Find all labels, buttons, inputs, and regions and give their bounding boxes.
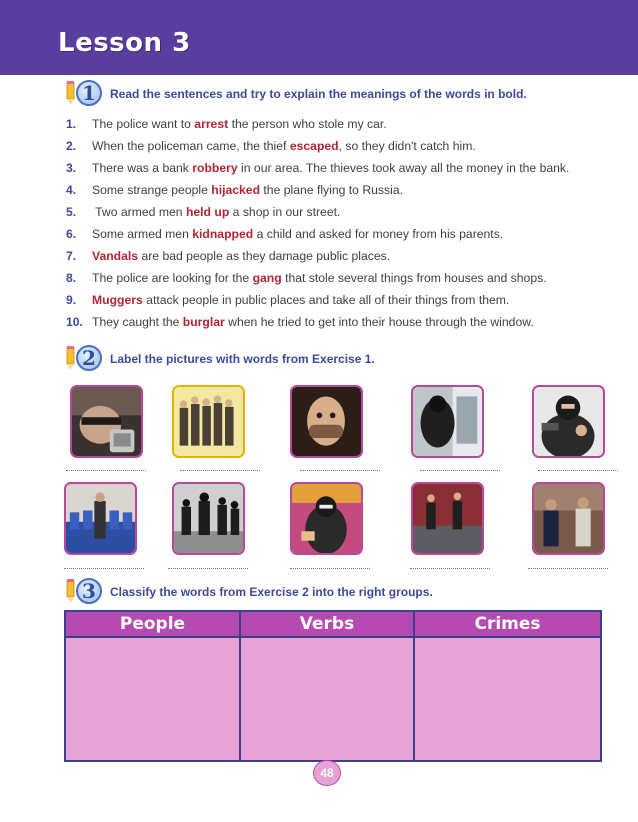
column-header-crimes: Crimes bbox=[474, 614, 541, 634]
exercise-number-badge: 3 bbox=[76, 578, 102, 604]
answer-line bbox=[528, 568, 608, 569]
exercise-instruction: Classify the words from Exercise 2 into the right groups. bbox=[110, 585, 433, 599]
picture-9 bbox=[411, 482, 484, 555]
exercise-number-badge: 1 bbox=[76, 80, 102, 106]
list-item: 1. The police want to arrest the person who stole my car. bbox=[66, 117, 387, 131]
list-item: 10. They caught the burglar when he tried to get into their house through the window. bbox=[66, 315, 534, 329]
list-item: 5. Two armed men held up a shop in our street. bbox=[66, 205, 341, 219]
answer-line bbox=[168, 568, 248, 569]
bold-word: held up bbox=[185, 205, 230, 219]
bold-word: escaped bbox=[289, 139, 339, 153]
picture-kidnapped-child bbox=[292, 387, 361, 456]
picture-vandal-graffiti bbox=[292, 484, 361, 553]
list-item: 9. Muggers attack people in public places and take all of their things from them. bbox=[66, 293, 510, 307]
list-item: 2. When the policeman came, the thief escaped, so they didn't catch him. bbox=[66, 139, 476, 153]
bold-word: hijacked bbox=[211, 183, 261, 197]
column-header-people: People bbox=[119, 614, 186, 634]
exercise-instruction: Read the sentences and try to explain the meanings of the words in bold. bbox=[110, 87, 527, 101]
sentence-list bbox=[66, 116, 606, 336]
exercise-instruction: Label the pictures with words from Exercise 1. bbox=[110, 352, 375, 366]
bold-word: Vandals bbox=[92, 249, 139, 263]
bold-word: burglar bbox=[182, 315, 225, 329]
picture-gang bbox=[174, 387, 243, 456]
bold-word: kidnapped bbox=[192, 227, 254, 241]
picture-burglar-window bbox=[413, 387, 482, 456]
answer-line bbox=[410, 568, 490, 569]
picture-armed-robber bbox=[534, 387, 603, 456]
answer-line bbox=[300, 470, 380, 471]
picture-3 bbox=[290, 385, 363, 458]
pencil-icon bbox=[66, 579, 75, 603]
picture-police-arrest bbox=[534, 484, 603, 553]
list-item: 8. The police are looking for the gang that stole several things from houses and shops. bbox=[66, 271, 547, 285]
picture-2 bbox=[172, 385, 245, 458]
picture-7 bbox=[172, 482, 245, 555]
pencil-icon bbox=[66, 346, 75, 370]
lesson-title: Lesson 3 bbox=[58, 28, 191, 58]
picture-6 bbox=[64, 482, 137, 555]
list-item: 3. There was a bank robbery in our area. The thieves took away all the money in the bank. bbox=[66, 161, 570, 175]
picture-8 bbox=[290, 482, 363, 555]
column-header-verbs: Verbs bbox=[299, 614, 355, 634]
picture-5 bbox=[532, 385, 605, 458]
answer-line bbox=[538, 470, 618, 471]
picture-hijacked-plane bbox=[66, 484, 135, 553]
bold-word: arrest bbox=[194, 117, 229, 131]
bold-word: gang bbox=[252, 271, 282, 285]
list-item: 4. Some strange people hijacked the plane flying to Russia. bbox=[66, 183, 403, 197]
picture-muggers-alley bbox=[174, 484, 243, 553]
exercise-number-badge: 2 bbox=[76, 345, 102, 371]
picture-10 bbox=[532, 482, 605, 555]
list-item: 7. Vandals are bad people as they damage public places. bbox=[66, 249, 391, 263]
page-number: 48 bbox=[313, 760, 341, 786]
pencil-icon bbox=[66, 81, 75, 105]
list-item: 6. Some armed men kidnapped a child and asked for money from his parents. bbox=[66, 227, 504, 241]
picture-escaped-running bbox=[413, 484, 482, 553]
picture-4 bbox=[411, 385, 484, 458]
picture-1 bbox=[70, 385, 143, 458]
answer-line bbox=[180, 470, 260, 471]
picture-thief-keypad bbox=[72, 387, 141, 456]
answer-line bbox=[290, 568, 370, 569]
answer-line bbox=[66, 470, 146, 471]
bold-word: Muggers bbox=[92, 293, 143, 307]
answer-line bbox=[420, 470, 500, 471]
classification-table bbox=[64, 610, 602, 762]
bold-word: robbery bbox=[192, 161, 238, 175]
answer-line bbox=[64, 568, 144, 569]
